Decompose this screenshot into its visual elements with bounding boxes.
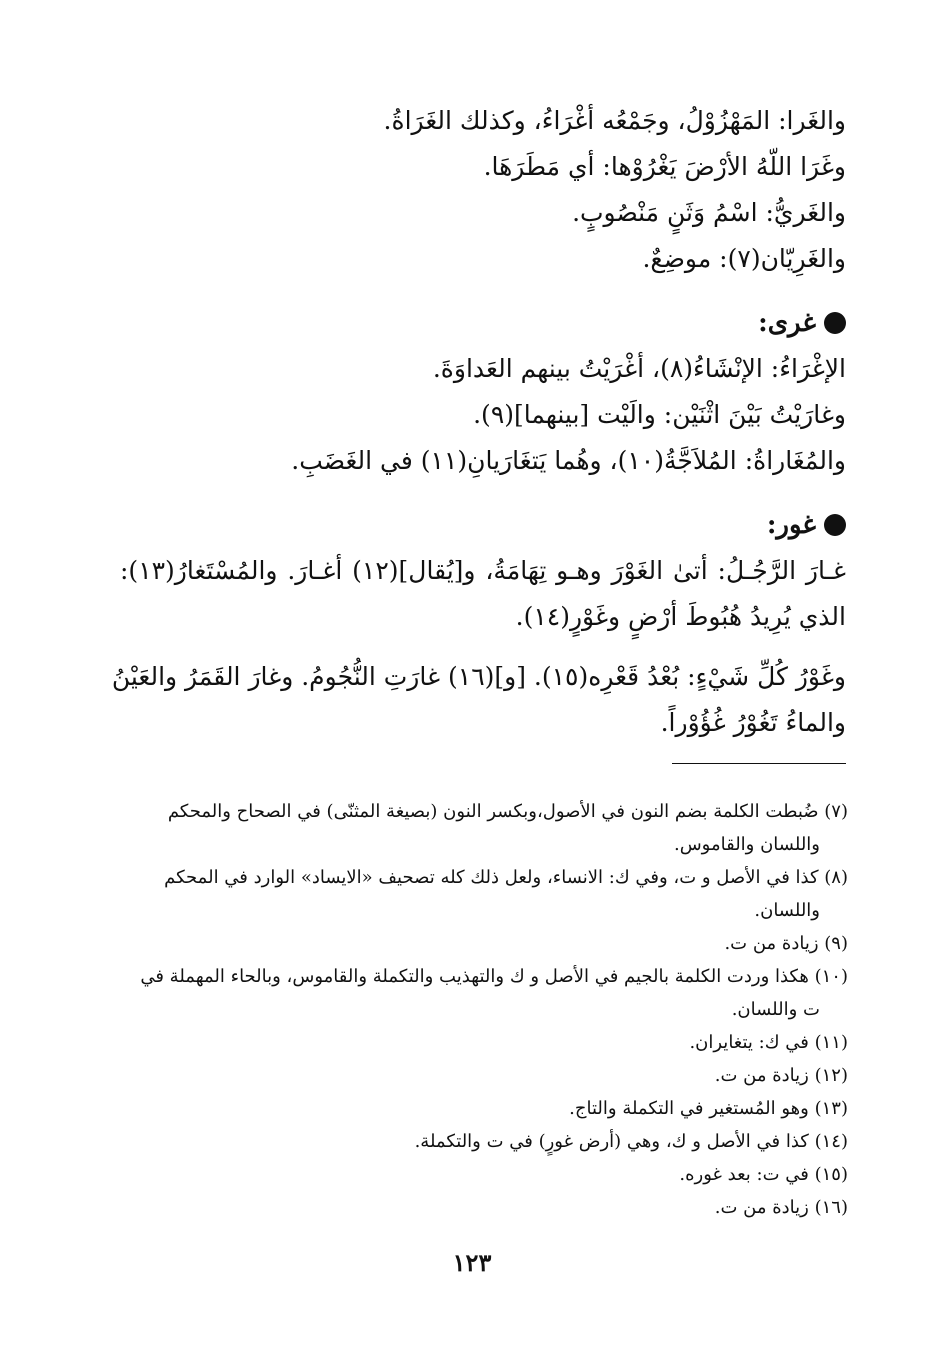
text-line: الذي يُرِيدُ هُبُوطَ أرْضٍ وغَوْرٍ(١٤). [515, 602, 846, 631]
text-line: والمُغَاراةُ: المُلاَجَّةُ(١٠)، وهُما يَتغَارَيانِ(١١) في الغَضَبِ. [291, 446, 846, 475]
bullet-icon [824, 312, 846, 334]
footnotes [128, 795, 848, 1224]
footnote: (١٦) زيادة من ت. [714, 1197, 848, 1218]
text-line: الإغْرَاءُ: الإنْشَاءُ(٨)، أغْرَيْتُ بينهم العَداوَةَ. [432, 354, 846, 383]
footnote: (١١) في ك: يتغايران. [689, 1032, 848, 1053]
text-line: وغارَيْتُ بَيْنَ اثْنَيْن: والَيْت [بينهما](٩). [473, 400, 846, 429]
footnote: (١٢) زيادة من ت. [714, 1065, 848, 1086]
footnote: (٧) ضُبطت الكلمة بضم النون في الأصول،وبكسر النون (بصيغة المثنّى) في الصحاح والمحكم [167, 801, 848, 822]
root-heading-label: غور: [766, 510, 816, 540]
footnote: (١٥) في ت: بعد غوره. [679, 1164, 848, 1185]
text-line: والغَرا: المَهْزُوْلُ، وجَمْعُه أغْرَاءُ، وكذلك الغَرَاةُ. [383, 106, 846, 135]
footnote-continuation: واللسان والقاموس. [673, 834, 820, 855]
root-heading-ghara [120, 300, 846, 346]
footnote: (٨) كذا في الأصل و ت، وفي ك: الانساء، ولعل ذلك كله تصحيف «الايساد» الوارد في المحكم [164, 867, 848, 888]
root-heading-label: غرى: [758, 308, 816, 338]
main-text [111, 98, 846, 746]
footnote: (١٠) هكذا وردت الكلمة بالجيم في الأصل و ك والتهذيب والتكملة والقاموس، وبالحاء المهملة في [140, 966, 848, 987]
footnote-continuation: ت واللسان. [731, 999, 820, 1020]
text-line: وغَرَا اللّهُ الأرْضَ يَغْرُوْها: أي مَطَرَهَا. [483, 152, 846, 181]
text-line: غـارَ الرَّجُـلُ: أتىٰ الغَوْرَ وهـو تِهَامَةُ، و[يُقال](١٢) أغـارَ. والمُسْتَغارُ(١٣): [120, 556, 846, 585]
text-line: والماءُ تَغُوْرُ غُؤُوْراً. [660, 708, 846, 737]
text-line: والغَريُّ: اسْمُ وَثَنٍ مَنْصُوبٍ. [572, 198, 846, 227]
root-heading-ghawr [120, 502, 846, 548]
text-line: والغَرِيّان(٧): موضِعٌ. [642, 244, 846, 273]
text-line: وغَوْرُ كُلِّ شَيْءٍ: بُعْدُ قَعْرِه(١٥). [و](١٦) غارَتِ النُّجُومُ. وغارَ القَمَرُ والعَيْنُ [111, 662, 846, 691]
footnote: (٩) زيادة من ت. [724, 933, 848, 954]
footnote: (١٣) وهو المُستغير في التكملة والتاج. [569, 1098, 848, 1119]
footnote-divider [672, 763, 846, 764]
footnote: (١٤) كذا في الأصل و ك، وهي (أرض غورٍ) في ت والتكملة. [414, 1131, 848, 1152]
page-number: ١٢٣ [452, 1248, 492, 1277]
bullet-icon [824, 514, 846, 536]
footnote-continuation: واللسان. [754, 900, 820, 921]
